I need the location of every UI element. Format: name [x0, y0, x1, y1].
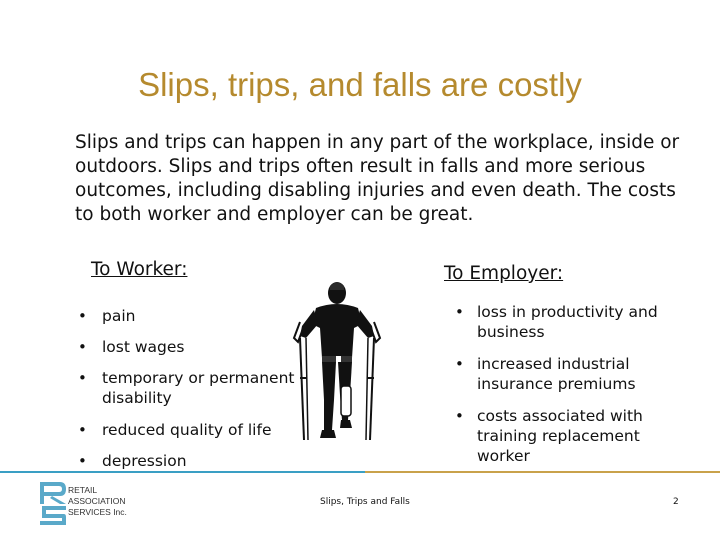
list-item: • increased industrial insurance premiums: [455, 355, 636, 393]
employer-heading: To Employer:: [444, 263, 564, 284]
footer-divider-right: [365, 471, 720, 473]
bullet-icon: •: [455, 407, 464, 425]
list-item: • temporary or permanent disability: [78, 369, 295, 407]
footer-divider-left: [0, 471, 365, 473]
list-item: • costs associated with training replacement worker: [455, 407, 643, 465]
footer-title: Slips, Trips and Falls: [320, 497, 410, 507]
bullet-icon: •: [455, 303, 464, 321]
bullet-icon: •: [78, 307, 87, 325]
bullet-icon: •: [455, 355, 464, 373]
worker-heading: To Worker:: [91, 259, 188, 280]
bullet-icon: •: [78, 338, 87, 356]
bullet-icon: •: [78, 369, 87, 387]
slide-title: Slips, trips, and falls are costly: [138, 66, 582, 103]
worker-cost-list: [78, 306, 298, 482]
list-item: • pain: [78, 307, 136, 325]
logo-text: RETAIL ASSOCIATION SERVICES Inc.: [68, 485, 127, 517]
intro-paragraph: Slips and trips can happen in any part of the workplace, inside or outdoors. Slips and trips often result in falls and more serious outcomes, including disabling injuries and even death. The costs to both worker and employer can be great.: [75, 132, 680, 225]
list-item: • depression: [78, 452, 187, 470]
page-number: 2: [673, 497, 679, 507]
list-item: • lost wages: [78, 338, 185, 356]
injured-worker-crutches-image: [292, 280, 382, 450]
list-item: • reduced quality of life: [78, 421, 272, 439]
bullet-icon: •: [78, 421, 87, 439]
list-item: • loss in productivity and business: [455, 303, 658, 341]
employer-cost-list: [455, 302, 675, 478]
bullet-icon: •: [78, 452, 87, 470]
